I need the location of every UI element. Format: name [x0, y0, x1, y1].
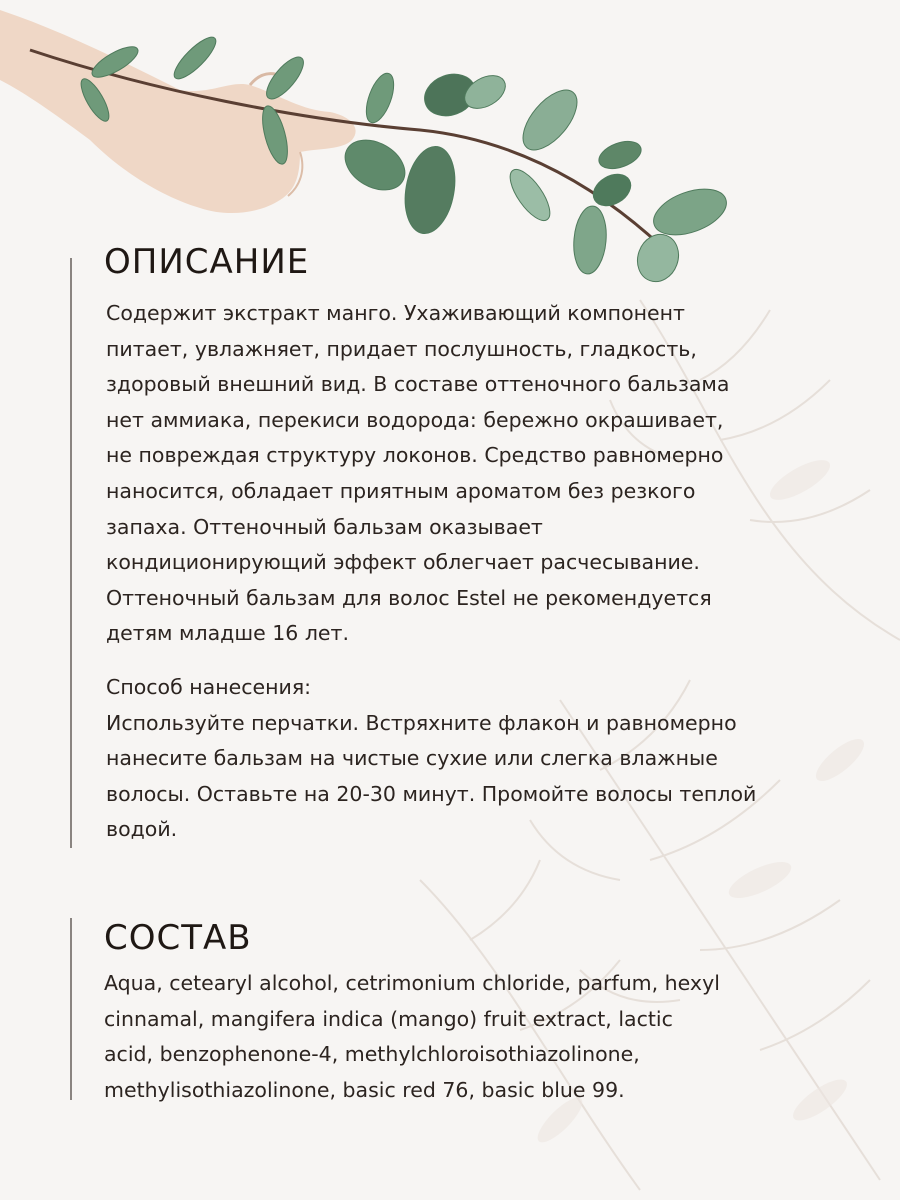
text-line: нет аммиака, перекиси водорода: бережно окрашивает,: [106, 407, 724, 432]
text-line: здоровый внешний вид. В составе оттеночного бальзама: [106, 372, 730, 397]
text-line: нанесите бальзам на чистые сухие или слегка влажные: [106, 746, 718, 771]
text-line: methylisothiazolinone, basic red 76, basic blue 99.: [104, 1077, 625, 1102]
paragraph-gap: [106, 652, 886, 670]
description-text: [106, 296, 886, 848]
text-line: наносится, обладает приятным ароматом без резкого: [106, 478, 696, 503]
method-label: Способ нанесения:: [106, 674, 312, 699]
text-line: Aqua, cetearyl alcohol, cetrimonium chloride, parfum, hexyl: [104, 971, 720, 995]
text-line: Содержит экстракт манго. Ухаживающий компонент: [106, 301, 685, 325]
description-title: ОПИСАНИЕ: [104, 242, 310, 282]
text-line: acid, benzophenone-4, methylchloroisothiazolinone,: [104, 1042, 640, 1067]
text-line: волосы. Оставьте на 20-30 минут. Промойте волосы теплой: [106, 781, 757, 806]
hand-icon: [0, 10, 356, 213]
section-divider-line: [70, 918, 72, 1100]
text-line: Используйте перчатки. Встряхните флакон и равномерно: [106, 710, 737, 735]
text-line: питает, увлажняет, придает послушность, гладкость,: [106, 336, 697, 361]
text-line: водой.: [106, 817, 178, 842]
text-line: детям младше 16 лет.: [106, 621, 350, 646]
composition-text: [104, 966, 884, 1108]
text-line: не повреждая структуру локонов. Средство равномерно: [106, 443, 724, 468]
text-line: запаха. Оттеночный бальзам оказывает: [106, 514, 543, 539]
text-line: cinnamal, mangifera indica (mango) fruit extract, lactic: [104, 1006, 673, 1031]
section-divider-line: [70, 258, 72, 848]
composition-title: СОСТАВ: [104, 918, 252, 958]
text-line: Оттеночный бальзам для волос Estel не рекомендуется: [106, 585, 712, 610]
text-line: кондиционирующий эффект облегчает расчесывание.: [106, 550, 700, 575]
